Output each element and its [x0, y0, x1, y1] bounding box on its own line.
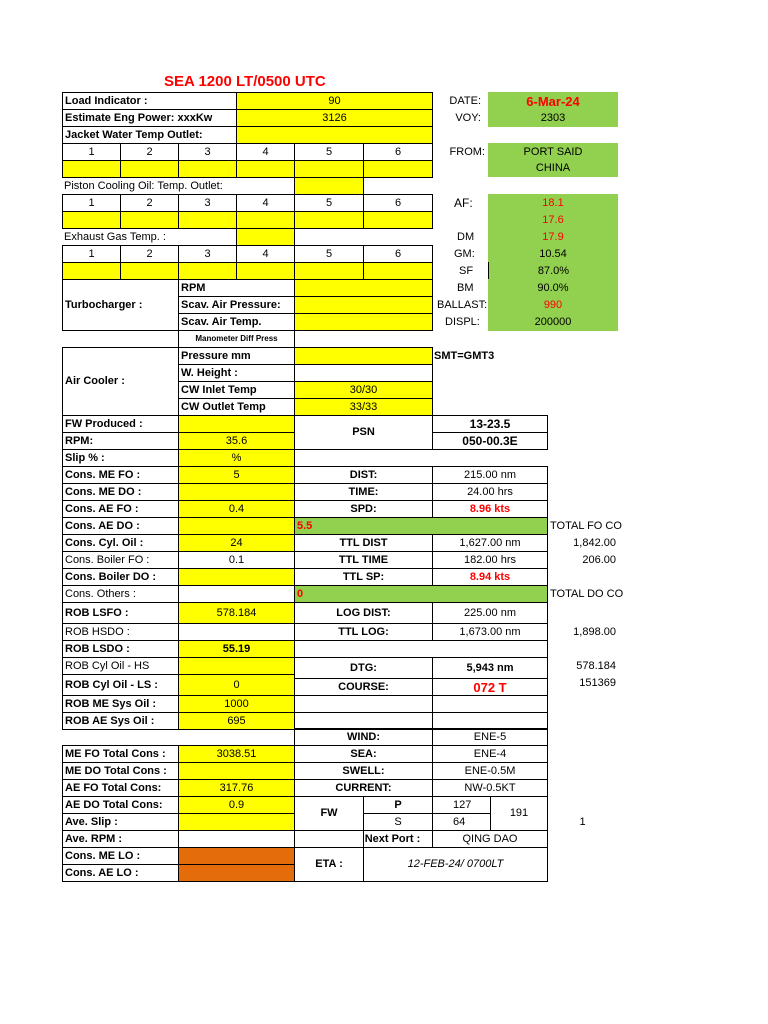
- row-label: Cons. AE FO :: [62, 500, 179, 518]
- sea-value: ENE-4: [432, 745, 548, 763]
- cyl-number: 6: [363, 245, 433, 263]
- row-label: FW Produced :: [62, 415, 179, 433]
- row-value[interactable]: 24: [178, 534, 295, 552]
- row-value[interactable]: 0.4: [178, 500, 295, 518]
- current-label: CURRENT:: [294, 779, 433, 797]
- cyl-value-cell[interactable]: [363, 211, 433, 229]
- row-value[interactable]: [178, 483, 295, 501]
- ttl-dist-value: 1,627.00 nm: [432, 534, 548, 552]
- cyl-number: 3: [178, 194, 237, 212]
- from-value-2[interactable]: CHINA: [488, 160, 618, 177]
- af-label: AF:: [454, 196, 473, 210]
- ttl-log-label: TTL LOG:: [294, 623, 433, 641]
- row-value[interactable]: 5: [178, 466, 295, 484]
- row-value[interactable]: [178, 585, 295, 603]
- jacket-water-value[interactable]: [236, 126, 433, 144]
- sea-label: SEA:: [294, 745, 433, 763]
- swell-value: ENE-0.5M: [432, 762, 548, 780]
- cw-inlet-label: CW Inlet Temp: [178, 381, 295, 399]
- current-value: NW-0.5KT: [432, 779, 548, 797]
- ttl-log-value: 1,673.00 nm: [432, 623, 548, 641]
- cyl-value-cell[interactable]: [294, 211, 364, 229]
- wind-value: ENE-5: [432, 728, 548, 746]
- dist-value: 215.00 nm: [432, 466, 548, 484]
- gm-value[interactable]: 10.54: [488, 245, 618, 263]
- turbo-rpm-label: RPM: [178, 279, 295, 297]
- row-value[interactable]: 578.184: [178, 602, 295, 624]
- total-do-cons-label: TOTAL DO CO: [550, 587, 624, 600]
- cyl-value-cell[interactable]: [236, 211, 295, 229]
- row-value[interactable]: %: [178, 449, 295, 467]
- af-value-1[interactable]: 18.1: [488, 194, 618, 212]
- load-indicator-label: Load Indicator :: [62, 92, 237, 110]
- total-label: ME FO Total Cons :: [62, 745, 179, 763]
- value-1: 1: [579, 815, 586, 828]
- blank-row-1b: [432, 695, 548, 713]
- bm-label: BM: [457, 281, 474, 294]
- sf-label: SF: [459, 264, 474, 277]
- total-value[interactable]: 3038.51: [178, 745, 295, 763]
- total-value[interactable]: 0.9: [178, 796, 295, 814]
- cyl-number: 5: [294, 194, 364, 212]
- psn-lat: 13-23.5: [432, 415, 548, 433]
- time-label: TIME:: [294, 483, 433, 501]
- bm-value[interactable]: 90.0%: [488, 279, 618, 297]
- cw-outlet-label: CW Outlet Temp: [178, 398, 295, 416]
- manometer-label: Manometer Diff Press: [178, 330, 295, 348]
- cyl-number: 2: [120, 194, 179, 212]
- blank-row-1: [294, 695, 433, 713]
- eta-value: 12-FEB-24/ 0700LT: [363, 847, 548, 882]
- scav-air-pressure-value[interactable]: [294, 296, 433, 314]
- cyl-value-cell[interactable]: [120, 262, 179, 280]
- rob-lsfo-copy: 578.184: [576, 659, 616, 672]
- voy-label: VOY:: [455, 111, 481, 124]
- ballast-value[interactable]: 990: [488, 296, 618, 314]
- smt-note: SMT=GMT3: [434, 349, 495, 362]
- cyl-number: 1: [62, 194, 121, 212]
- exhaust-gas-label: Exhaust Gas Temp. :: [64, 230, 166, 243]
- row-value[interactable]: [178, 657, 295, 675]
- total-value[interactable]: 317.76: [178, 779, 295, 797]
- ttl-time-value: 182.00 hrs: [432, 551, 548, 569]
- ttl-sp-value: 8.94 kts: [432, 568, 548, 586]
- turbo-rpm-value[interactable]: [294, 279, 433, 297]
- cyl-value-cell[interactable]: [62, 211, 121, 229]
- cyl-value-cell[interactable]: [363, 160, 433, 178]
- log-dist-label: LOG DIST:: [294, 602, 433, 624]
- fw-s-label: S: [363, 813, 433, 831]
- total-label: Cons. ME LO :: [62, 847, 179, 865]
- row-label: ROB HSDO :: [62, 623, 179, 641]
- cyl-number: 2: [120, 245, 179, 263]
- fw-p-value: 127: [432, 796, 491, 814]
- cyl-value-cell[interactable]: [236, 262, 295, 280]
- blank-spacer-cell: [294, 640, 548, 658]
- spd-label: SPD:: [294, 500, 433, 518]
- dtg-label: DTG:: [294, 657, 433, 679]
- sf-value[interactable]: 87.0%: [488, 262, 618, 280]
- jacket-water-label: Jacket Water Temp Outlet:: [62, 126, 237, 144]
- ttl-time-label: TTL TIME: [294, 551, 433, 569]
- dm-label: DM: [457, 230, 475, 243]
- row-label: Slip % :: [62, 449, 179, 467]
- af-value-2[interactable]: 17.6: [488, 211, 618, 229]
- wind-label: WIND:: [294, 728, 433, 746]
- cyl-value-cell[interactable]: [120, 160, 179, 178]
- ttl-dist-label: TTL DIST: [294, 534, 433, 552]
- cyl-value-cell[interactable]: [178, 211, 237, 229]
- total-fo-cons-label: TOTAL FO CO: [550, 519, 622, 532]
- row-label: ROB LSDO :: [62, 640, 179, 658]
- row-label: ROB Cyl Oil - LS :: [62, 674, 179, 696]
- from-value-1[interactable]: PORT SAID: [488, 143, 618, 161]
- scav-air-temp-value[interactable]: [294, 313, 433, 331]
- cyl-number: 6: [363, 194, 433, 212]
- cyl-value-cell[interactable]: [294, 160, 364, 178]
- fw-total-value: 191: [490, 796, 548, 831]
- pressure-mm-label: Pressure mm: [178, 347, 295, 365]
- cyl-value-cell[interactable]: [236, 160, 295, 178]
- est-power-label: Estimate Eng Power: xxxKw: [62, 109, 237, 127]
- next-port-value: QING DAO: [432, 830, 548, 848]
- date-label: DATE:: [449, 94, 481, 107]
- fw-p-label: P: [363, 796, 433, 814]
- pressure-mm-value[interactable]: [294, 347, 433, 365]
- cyl-value-cell[interactable]: [62, 160, 121, 178]
- cyl-value-cell[interactable]: [363, 262, 433, 280]
- cyl-number: 6: [363, 143, 433, 161]
- row-value[interactable]: 55.19: [178, 640, 295, 658]
- row-value[interactable]: 35.6: [178, 432, 295, 450]
- row-label: Cons. Cyl. Oil :: [62, 534, 179, 552]
- eta-label: ETA :: [294, 847, 364, 882]
- green-bar-do: 0: [294, 585, 548, 603]
- dm-value[interactable]: 17.9: [488, 228, 618, 246]
- swell-label: SWELL:: [294, 762, 433, 780]
- row-value[interactable]: [178, 415, 295, 433]
- voy-value[interactable]: 2303: [488, 109, 618, 127]
- total-value[interactable]: [178, 813, 295, 831]
- course-value: 072 T: [432, 678, 548, 696]
- piston-cooling-value[interactable]: [294, 177, 364, 195]
- total-label: Cons. AE LO :: [62, 864, 179, 882]
- next-port-label: Next Port :: [294, 830, 433, 848]
- green-bar-fo: 5.5: [294, 517, 548, 535]
- total-do-cons-1: 1,898.00: [573, 625, 616, 638]
- cyl-number: 1: [62, 143, 121, 161]
- cyl-number: 5: [294, 245, 364, 263]
- row-label: Cons. Others :: [62, 585, 179, 603]
- piston-cooling-label: Piston Cooling Oil: Temp. Outlet:: [64, 179, 223, 192]
- row-label: Cons. AE DO :: [62, 517, 179, 535]
- cw-outlet-value[interactable]: 33/33: [294, 398, 433, 416]
- row-label: Cons. Boiler DO :: [62, 568, 179, 586]
- total-label: AE FO Total Cons:: [62, 779, 179, 797]
- w-height-label: W. Height :: [178, 364, 295, 382]
- row-value[interactable]: [178, 517, 295, 535]
- total-value[interactable]: [178, 847, 295, 865]
- cyl-number: 3: [178, 245, 237, 263]
- scav-air-pressure-label: Scav. Air Pressure:: [178, 296, 295, 314]
- total-label: Ave. Slip :: [62, 813, 179, 831]
- displ-label: DISPL:: [445, 315, 480, 328]
- total-value[interactable]: [178, 762, 295, 780]
- row-label: Cons. ME DO :: [62, 483, 179, 501]
- row-value[interactable]: 695: [178, 712, 295, 730]
- cyl-number: 3: [178, 143, 237, 161]
- dtg-value: 5,943 nm: [432, 657, 548, 679]
- value-151369: 151369: [579, 676, 616, 689]
- report-title: SEA 1200 LT/0500 UTC: [164, 72, 326, 90]
- cyl-number: 4: [236, 143, 295, 161]
- est-power-value[interactable]: 3126: [236, 109, 433, 127]
- row-label: ROB Cyl Oil - HS: [62, 657, 179, 675]
- ttl-sp-label: TTL SP:: [294, 568, 433, 586]
- cyl-number: 1: [62, 245, 121, 263]
- gm-label: GM:: [454, 247, 475, 260]
- log-dist-value: 225.00 nm: [432, 602, 548, 624]
- cyl-value-cell[interactable]: [178, 160, 237, 178]
- scav-air-temp-label: Scav. Air Temp.: [178, 313, 295, 331]
- row-label: Cons. Boiler FO :: [62, 551, 179, 569]
- cyl-number: 4: [236, 245, 295, 263]
- row-value[interactable]: 0.1: [178, 551, 295, 569]
- cyl-value-cell[interactable]: [294, 262, 364, 280]
- turbocharger-label: Turbocharger :: [62, 279, 179, 331]
- fw-label: FW: [294, 796, 364, 831]
- displ-value[interactable]: 200000: [488, 313, 618, 331]
- cyl-value-cell[interactable]: [62, 262, 121, 280]
- row-value[interactable]: 1000: [178, 695, 295, 713]
- total-label: AE DO Total Cons:: [62, 796, 179, 814]
- cyl-number: 5: [294, 143, 364, 161]
- course-label: COURSE:: [294, 678, 433, 696]
- cyl-number: 4: [236, 194, 295, 212]
- row-label: ROB AE Sys Oil :: [62, 712, 179, 730]
- cyl-value-cell[interactable]: [178, 262, 237, 280]
- total-fo-cons-2: 206.00: [582, 553, 616, 566]
- row-value[interactable]: [178, 623, 295, 641]
- cyl-number: 2: [120, 143, 179, 161]
- row-label: ROB ME Sys Oil :: [62, 695, 179, 713]
- row-label: ROB LSFO :: [62, 602, 179, 624]
- row-value[interactable]: [178, 568, 295, 586]
- dist-label: DIST:: [294, 466, 433, 484]
- row-label: Cons. ME FO :: [62, 466, 179, 484]
- date-value[interactable]: 6-Mar-24: [488, 92, 618, 110]
- total-fo-cons-1: 1,842.00: [573, 536, 616, 549]
- air-cooler-label: Air Cooler :: [62, 347, 179, 416]
- load-indicator-value[interactable]: 90: [236, 92, 433, 110]
- time-value: 24.00 hrs: [432, 483, 548, 501]
- w-height-value[interactable]: [294, 364, 433, 382]
- from-label: FROM:: [449, 145, 485, 158]
- psn-lon: 050-00.3E: [432, 432, 548, 450]
- total-value[interactable]: [178, 830, 295, 848]
- fw-s-value: 64: [432, 813, 491, 831]
- exhaust-gas-value[interactable]: [236, 228, 295, 246]
- row-label: RPM:: [62, 432, 179, 450]
- psn-label: PSN: [294, 415, 433, 450]
- row-value[interactable]: 0: [178, 674, 295, 696]
- spd-value: 8.96 kts: [432, 500, 548, 518]
- total-label: ME DO Total Cons :: [62, 762, 179, 780]
- total-value[interactable]: [178, 864, 295, 882]
- total-label: Ave. RPM :: [62, 830, 179, 848]
- ballast-label: BALLAST:: [437, 298, 488, 311]
- cyl-value-cell[interactable]: [120, 211, 179, 229]
- cw-inlet-value[interactable]: 30/30: [294, 381, 433, 399]
